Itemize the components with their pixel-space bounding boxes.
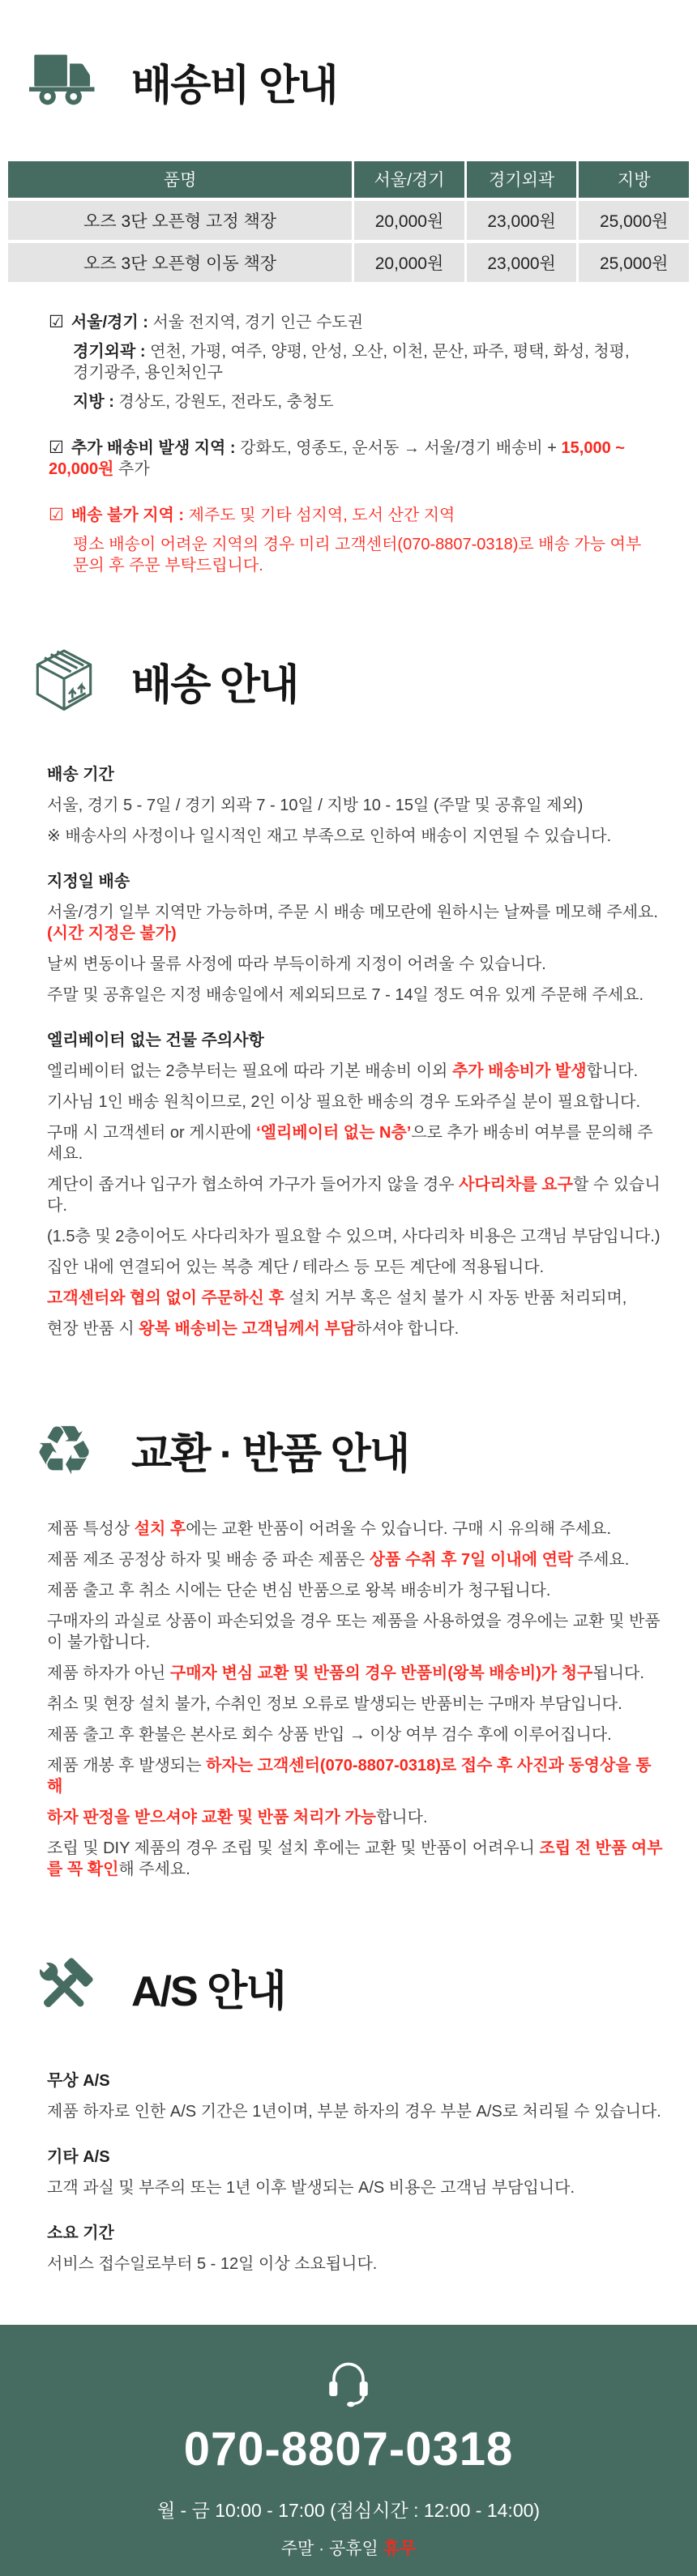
text-segment: 합니다. [375, 1808, 428, 1826]
text-line [47, 1519, 665, 1540]
text-line [47, 1174, 665, 1216]
text-segment: (1.5층 및 2층이어도 사다리차가 필요할 수 있으며, 사다리차 비용은 고객님 부담입니다.) [47, 1228, 661, 1246]
fee-value: 23,000원 [467, 243, 577, 282]
text-segment: 고객 과실 및 부주의 또는 1년 이후 발생되는 A/S 비용은 고객님 부담입니다. [47, 2178, 575, 2197]
section-exchange-return [0, 1391, 697, 1880]
text-segment: 제품 하자가 아닌 [47, 1664, 170, 1682]
text-segment: 추가 배송비 발생 지역 : [71, 438, 241, 457]
text-segment: 15,000 ~ 20,000원 [49, 438, 625, 478]
table-row [8, 243, 689, 282]
checkbox-icon: ☑ [49, 311, 64, 331]
subhead-designated-day [47, 871, 665, 892]
recycle-icon: ♻ [33, 1410, 95, 1490]
customer-center-phone: 070-8807-0318 [183, 2422, 514, 2476]
text-segment: 경기외곽 : [73, 342, 151, 361]
text-segment: 계단이 좁거나 입구가 협소하여 가구가 들어가지 않을 경우 [47, 1176, 460, 1194]
as-header [0, 1929, 697, 2046]
closed-days [281, 2535, 417, 2560]
checkbox-icon: ☑ [49, 437, 64, 457]
text-line [47, 2101, 665, 2122]
subhead-free-as [47, 2070, 665, 2091]
subhead-no-elevator [47, 1030, 665, 1051]
section-delivery-guide [0, 623, 697, 1340]
text-segment: 구매 시 고객센터 or 게시판에 [47, 1124, 257, 1143]
text-line [47, 902, 665, 944]
text-segment: 해 주세요. [118, 1860, 190, 1878]
note-gyeonggi-outer [73, 341, 645, 383]
text-line [47, 826, 665, 847]
text-segment: 엘리베이터 없는 건물 주의사항 [47, 1032, 264, 1050]
text-segment: 서울 전지역, 경기 인근 수도권 [152, 313, 364, 331]
text-segment: 제주도 및 기타 섬지역, 도서 산간 지역 [188, 506, 455, 524]
fee-value: 25,000원 [579, 243, 689, 282]
fee-value: 20,000원 [354, 201, 464, 240]
fee-col-product: 품명 [8, 161, 352, 198]
text-segment: 하자 판정을 받으셔야 교환 및 반품 처리가 가능 [47, 1808, 376, 1826]
text-segment: 현장 반품 시 [47, 1320, 139, 1339]
text-segment: 추가 배송비가 발생 [451, 1062, 587, 1081]
text-segment: 고객센터와 협의 없이 주문하신 후 [47, 1289, 289, 1308]
text-segment: 설치 후 [134, 1519, 186, 1538]
text-segment: 제품 특성상 [47, 1519, 135, 1538]
text-line [47, 1226, 665, 1247]
headset-icon [319, 2352, 378, 2411]
text-segment: 제품 출고 후 취소 시에는 단순 변심 반품으로 왕복 배송비가 청구됩니다. [47, 1581, 551, 1600]
text-segment: ‘엘리베이터 없는 N층’ [256, 1124, 412, 1143]
text-segment: 주세요. [573, 1550, 630, 1569]
text-segment: 할 수 있습니다. [47, 1176, 661, 1215]
note-no-delivery-area [49, 504, 645, 526]
text-line [47, 795, 665, 816]
fee-col-seoul: 서울/경기 [354, 161, 464, 198]
text-segment: 연천, 가평, 여주, 양평, 안성, 오산, 이천, 문산, 파주, 평택, 화성, 청평, 경기광주, 용인처인구 [73, 342, 630, 382]
product-name: 오즈 3단 오픈형 고정 책장 [8, 201, 352, 240]
shipping-fee-table [8, 161, 689, 282]
text-segment: 배송 기간 [47, 766, 114, 784]
text-segment: 엘리베이터 없는 2층부터는 필요에 따라 기본 배송비 이외 [47, 1062, 452, 1081]
text-segment: 무상 A/S [47, 2071, 110, 2090]
fee-value: 25,000원 [579, 201, 689, 240]
section-title-shipping-fee: 배송비 안내 [131, 62, 337, 109]
text-segment: 경상도, 강원도, 전라도, 충청도 [118, 392, 334, 411]
text-segment: 구매자 변심 교환 및 반품의 경우 반품비(왕복 배송비)가 청구 [169, 1664, 593, 1682]
text-segment: 추가 [113, 459, 150, 478]
exchange-body [47, 1519, 665, 1880]
text-line [47, 1257, 665, 1278]
text-line [47, 954, 665, 975]
text-segment: 서울/경기 일부 지역만 가능하며, 주문 시 배송 메모란에 원하시는 날짜를 메모해 주세요. [47, 904, 658, 922]
text-segment: 제품 제조 공정상 하자 및 배송 중 파손 제품은 [47, 1550, 370, 1569]
text-segment: 에는 교환 반품이 어려울 수 있습니다. 구매 시 유의해 주세요. [186, 1519, 612, 1538]
text-segment: 왕복 배송비는 고객님께서 부담 [139, 1320, 357, 1339]
table-row [8, 201, 689, 240]
text-segment: 상품 수취 후 7일 이내에 연락 [369, 1550, 574, 1569]
fee-value: 20,000원 [354, 243, 464, 282]
text-segment: 구매자의 과실로 상품이 파손되었을 경우 또는 제품을 사용하였을 경우에는 교환 및 반품이 불가합니다. [47, 1612, 661, 1651]
fee-col-province: 지방 [579, 161, 689, 198]
text-line [47, 1755, 665, 1797]
text-segment: 합니다. [586, 1062, 639, 1081]
section-title-as: A/S 안내 [131, 1967, 285, 2015]
note-seoul-gyeonggi [49, 311, 645, 333]
text-line [47, 1122, 665, 1164]
shipping-fee-notes [49, 311, 645, 576]
text-line [47, 1549, 665, 1570]
text-line [47, 1838, 665, 1880]
text-segment: 조립 전 반품 여부를 꼭 확인 [47, 1839, 663, 1878]
text-segment: 기사님 1인 배송 원칙이므로, 2인 이상 필요한 배송의 경우 도와주실 분이 필요합니다. [47, 1093, 641, 1112]
section-title-exchange: 교환 · 반품 안내 [131, 1431, 409, 1479]
text-segment: 제품 개봉 후 발생되는 [47, 1756, 207, 1775]
text-segment: 하자는 고객센터(070-8807-0318)로 접수 후 사진과 동영상을 통해 [47, 1756, 652, 1796]
text-line [47, 1288, 665, 1309]
text-line [47, 1091, 665, 1113]
text-line [47, 1807, 665, 1828]
text-line [47, 2253, 665, 2275]
text-segment: 강화도, 영종도, 운서동 → 서울/경기 배송비 + [240, 438, 562, 457]
text-line [47, 1694, 665, 1715]
section-shipping-fee [0, 0, 697, 576]
fee-value: 23,000원 [467, 201, 577, 240]
text-line [47, 1663, 665, 1684]
section-as-guide [0, 1929, 697, 2275]
text-segment: 날씨 변동이나 물류 사정에 따라 부득이하게 지정이 어려울 수 있습니다. [47, 955, 546, 974]
package-box-icon [29, 647, 99, 716]
delivery-header [0, 623, 697, 741]
exchange-header [0, 1391, 697, 1509]
text-segment: 하셔야 합니다. [356, 1320, 460, 1339]
text-line [47, 1318, 665, 1339]
text-segment: 설치 거부 혹은 설치 불가 시 자동 반품 처리되며, [289, 1289, 627, 1308]
shipping-fee-header [0, 23, 697, 140]
text-segment: 지정일 배송 [47, 873, 130, 891]
customer-center-footer [0, 2325, 697, 2576]
business-hours: 월 - 금 10:00 - 17:00 (점심시간 : 12:00 - 14:00) [156, 2499, 541, 2521]
note-no-delivery-detail [73, 534, 645, 576]
text-segment: 취소 및 현장 설치 불가, 수취인 정보 오류로 발생되는 반품비는 구매자 부담입니다. [47, 1694, 622, 1713]
text-segment: (시간 지정은 불가) [47, 925, 177, 943]
text-segment: 으로 추가 배송비 여부를 문의해 주세요. [47, 1124, 653, 1164]
closed-badge: 휴무 [383, 2539, 417, 2558]
text-segment: 집안 내에 연결되어 있는 복층 계단 / 테라스 등 모든 계단에 적용됩니다. [47, 1258, 545, 1277]
text-segment: 서울/경기 : [71, 313, 153, 331]
checkbox-icon: ☑ [49, 504, 64, 524]
text-segment: 서비스 접수일로부터 5 - 12일 이상 소요됩니다. [47, 2254, 378, 2273]
text-segment: 배송 불가 지역 : [71, 506, 189, 524]
text-segment: 제품 출고 후 환불은 본사로 회수 상품 반입 → 이상 여부 검수 후에 이루어집니다. [47, 1725, 612, 1744]
text-line [47, 985, 665, 1006]
section-title-delivery: 배송 안내 [131, 662, 298, 710]
fee-col-outer: 경기외곽 [467, 161, 577, 198]
truck-icon [29, 46, 99, 116]
subhead-duration [47, 2223, 665, 2244]
text-segment: 조립 및 DIY 제품의 경우 조립 및 설치 후에는 교환 및 반품이 어려우니 [47, 1839, 540, 1857]
text-line [47, 1724, 665, 1745]
text-segment: 사다리차를 요구 [459, 1176, 573, 1194]
text-line [47, 1061, 665, 1082]
text-segment: 소요 기간 [47, 2224, 114, 2242]
tools-icon [29, 1952, 99, 2022]
text-segment: 됩니다. [592, 1664, 644, 1682]
text-segment: 서울, 경기 5 - 7일 / 경기 외곽 7 - 10일 / 지방 10 - 15일 (주말 및 공휴일 제외) [47, 797, 584, 815]
fee-table-header-row [8, 161, 689, 198]
text-line [47, 1611, 665, 1653]
product-name: 오즈 3단 오픈형 이동 책장 [8, 243, 352, 282]
text-segment: 기타 A/S [47, 2147, 110, 2166]
closed-days-label: 주말 · 공휴일 [280, 2539, 383, 2558]
as-body [47, 2070, 665, 2275]
text-segment: 주말 및 공휴일은 지정 배송일에서 제외되므로 7 - 14일 정도 여유 있게 주문해 주세요. [47, 986, 644, 1005]
note-extra-fee-area [49, 437, 645, 480]
text-line [47, 1580, 665, 1601]
note-province [73, 391, 645, 412]
text-segment: 평소 배송이 어려운 지역의 경우 미리 고객센터(070-8807-0318)로 배송 가능 여부 문의 후 주문 부탁드립니다. [73, 535, 642, 575]
text-segment: 지방 : [73, 392, 119, 411]
text-line [47, 2177, 665, 2198]
text-segment: ※ 배송사의 사정이나 일시적인 재고 부족으로 인하여 배송이 지연될 수 있습니다. [47, 827, 612, 846]
subhead-delivery-period [47, 764, 665, 785]
delivery-body [47, 764, 665, 1339]
text-segment: 제품 하자로 인한 A/S 기간은 1년이며, 부분 하자의 경우 부분 A/S로 처리될 수 있습니다. [47, 2102, 661, 2121]
subhead-other-as [47, 2147, 665, 2168]
